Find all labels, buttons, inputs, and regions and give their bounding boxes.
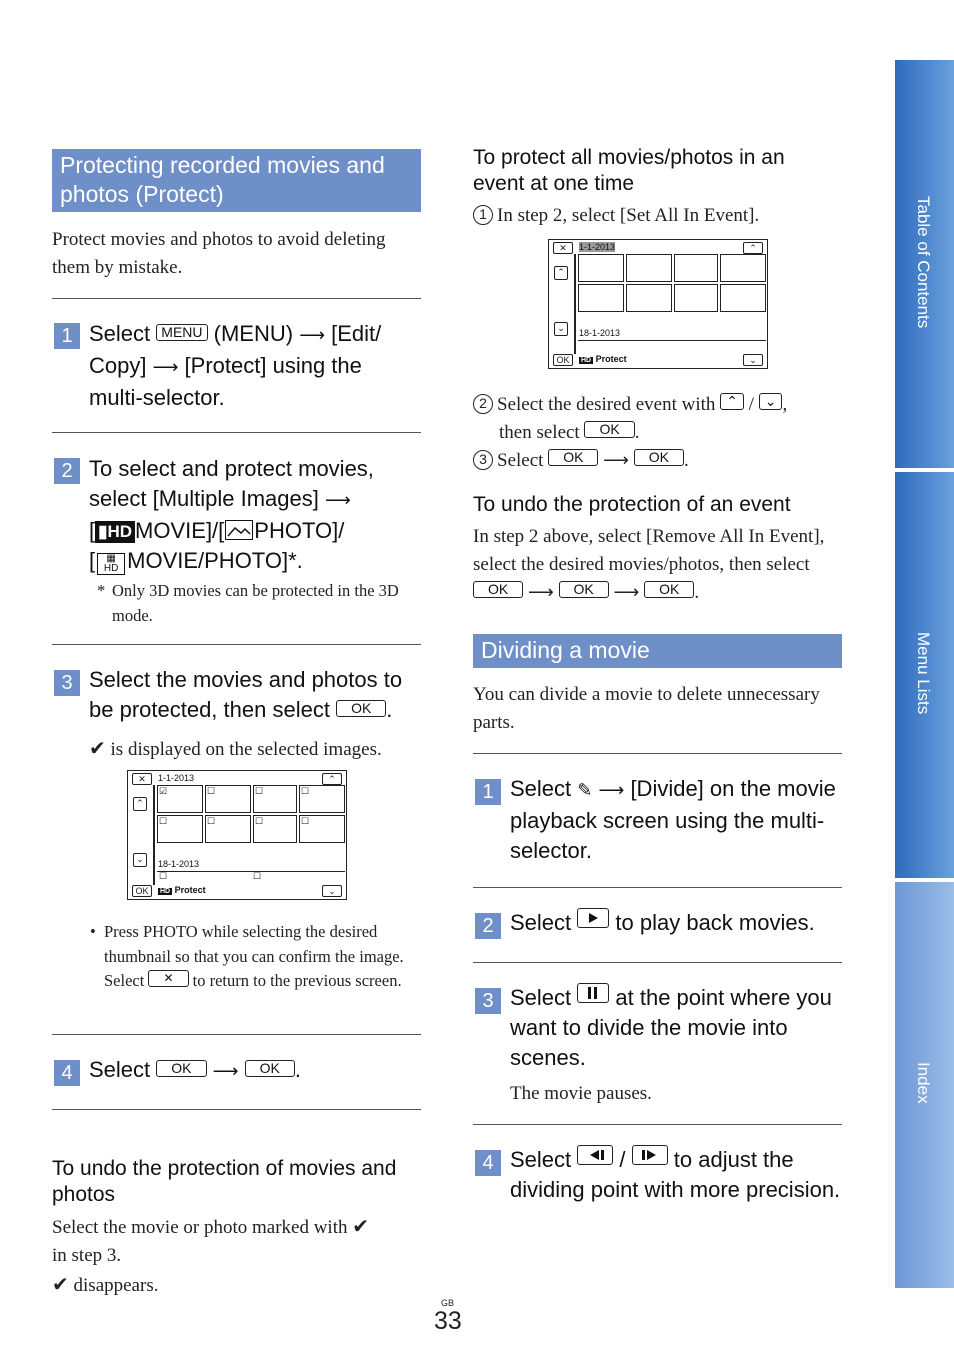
protect-all-step2: 2 Select the desired event with ⌃ / ⌄ , then select OK . xyxy=(473,391,843,447)
arrow-icon: ⟶ xyxy=(598,780,625,801)
section-banner-divide: Dividing a movie xyxy=(473,634,842,668)
arrow-icon: ⟶ xyxy=(613,582,640,603)
play-icon[interactable] xyxy=(577,908,609,928)
ok-button[interactable]: OK xyxy=(559,581,609,598)
arrow-icon: ⟶ xyxy=(603,450,629,471)
ok-button[interactable]: OK xyxy=(245,1060,295,1077)
divider xyxy=(52,1109,421,1110)
close-button[interactable]: ✕ xyxy=(148,970,188,987)
undo-event-body: In step 2 above, select [Remove All In Event], select the desired movies/photos, then select OK ⟶ OK ⟶ OK . xyxy=(473,523,843,607)
close-button[interactable]: ✕ xyxy=(553,242,573,254)
step-number: 4 xyxy=(54,1060,80,1086)
event-screen-mock xyxy=(548,239,768,369)
protect-all-heading: To protect all movies/photos in an event at one time xyxy=(473,146,785,195)
step-1-text: Select MENU (MENU) ⟶ [Edit/ Copy] ⟶ [Protect] using the multi-selector. xyxy=(89,321,382,410)
up-button[interactable]: ⌃ xyxy=(720,393,744,410)
arrow-icon: ⟶ xyxy=(152,357,179,378)
protect-all-step3: 3 Select OK ⟶ OK . xyxy=(473,447,843,475)
scroll-down-button[interactable]: ⌄ xyxy=(322,885,342,897)
thumbnail[interactable] xyxy=(720,284,766,312)
undo-heading: To undo the protection of movies and photos xyxy=(52,1157,397,1206)
thumbnail-screen-mock xyxy=(127,770,347,900)
ok-button[interactable]: OK xyxy=(644,581,694,598)
step-forward-icon[interactable] xyxy=(632,1145,668,1165)
divide-step-1-text: Select ✎ ⟶ [Divide] on the movie playback screen using the multi-selector. xyxy=(510,776,836,863)
divider xyxy=(52,432,421,433)
divider xyxy=(52,644,421,645)
protect-intro: Protect movies and photos to avoid deleting them by mistake. xyxy=(52,229,386,278)
event-date: 1-1-2013 xyxy=(158,773,195,783)
down-button[interactable]: ⌄ xyxy=(759,393,783,410)
thumbnail[interactable] xyxy=(626,284,672,312)
thumbnail[interactable] xyxy=(578,254,624,282)
undo-event-heading: To undo the protection of an event xyxy=(473,493,791,516)
step-number: 2 xyxy=(54,458,80,484)
thumbnail[interactable]: ☐ xyxy=(253,815,297,843)
divide-step-3-text: Select at the point where you want to divide the movie into scenes. xyxy=(510,985,832,1070)
divide-step-2-text: Select to play back movies. xyxy=(510,910,815,935)
step-number: 3 xyxy=(54,670,80,696)
ok-button[interactable]: OK xyxy=(473,581,523,598)
page-number: 33 xyxy=(434,1307,462,1335)
ok-button[interactable]: OK xyxy=(156,1060,206,1077)
thumbnail[interactable] xyxy=(578,284,624,312)
step-number: 2 xyxy=(475,913,501,939)
scroll-up-button[interactable]: ⌃ xyxy=(743,242,763,254)
divider xyxy=(52,1034,421,1035)
arrow-icon: ⟶ xyxy=(527,582,554,603)
ok-button[interactable]: OK xyxy=(548,449,598,466)
event-date: 1-1-2013 xyxy=(579,242,616,252)
divider xyxy=(473,887,842,888)
divider xyxy=(473,753,842,754)
bullet-icon: • xyxy=(90,922,96,941)
divide-intro: You can divide a movie to delete unnecessary parts. xyxy=(473,684,820,733)
arrow-icon: ⟶ xyxy=(212,1061,239,1082)
divider xyxy=(473,1124,842,1125)
event-date: 18-1-2013 xyxy=(579,328,621,338)
mode-label: HD Protect xyxy=(160,885,206,895)
edit-icon: ✎ xyxy=(577,780,593,801)
ok-button[interactable]: OK xyxy=(336,700,386,717)
checkmark-icon: ✔ xyxy=(352,1214,369,1238)
thumbnail[interactable]: ☐ xyxy=(253,785,297,813)
footnote-mark: * xyxy=(97,581,106,600)
tab-index[interactable]: Index xyxy=(895,882,954,1288)
protect-all-step1: 1 In step 2, select [Set All In Event]. xyxy=(473,202,843,230)
photo-icon xyxy=(225,520,253,540)
thumbnail[interactable]: ☐ xyxy=(157,815,203,843)
divider xyxy=(473,962,842,963)
prev-event-button[interactable]: ⌃ xyxy=(554,266,568,280)
step-circle: 3 xyxy=(473,450,493,470)
undo-body: Select the movie or photo marked with ✔ in step 3. ✔ disappears. xyxy=(52,1214,369,1296)
arrow-icon: ⟶ xyxy=(325,490,351,511)
step-2-footnote: Only 3D movies can be protected in the 3D mode. xyxy=(112,581,399,625)
event-date: 18-1-2013 xyxy=(158,859,200,869)
divide-step-3-note: The movie pauses. xyxy=(510,1083,652,1104)
step-3-bullet: Press PHOTO while selecting the desired thumbnail so that you can confirm the image. Select ✕ to return to the previous screen. xyxy=(104,922,404,990)
hd-movie-icon: ▮HD xyxy=(95,521,135,543)
thumbnail[interactable]: ☐ xyxy=(299,815,345,843)
scroll-down-button[interactable]: ⌄ xyxy=(743,354,763,366)
thumbnail-checkbox: ☐ xyxy=(253,871,262,881)
thumbnail[interactable] xyxy=(626,254,672,282)
tab-menu-lists[interactable]: Menu Lists xyxy=(895,472,954,878)
step-circle: 2 xyxy=(473,394,493,414)
movie-photo-icon: ▦ HD xyxy=(97,553,125,575)
step-number: 4 xyxy=(475,1150,501,1176)
step-number: 3 xyxy=(475,988,501,1014)
ok-button[interactable]: OK xyxy=(634,449,684,466)
ok-button[interactable]: OK xyxy=(553,354,573,366)
prev-event-button[interactable]: ⌃ xyxy=(133,797,147,811)
step-circle: 1 xyxy=(473,205,493,225)
step-back-icon[interactable] xyxy=(577,1145,613,1165)
thumbnail[interactable]: ☐ xyxy=(299,785,345,813)
step-number: 1 xyxy=(54,323,80,349)
thumbnail[interactable] xyxy=(674,254,718,282)
mode-label: HD Protect xyxy=(581,354,627,364)
section-banner-protect: Protecting recorded movies and photos (Protect) xyxy=(52,149,421,212)
thumbnail[interactable] xyxy=(674,284,718,312)
thumbnail[interactable]: ☐ xyxy=(205,785,251,813)
pause-icon[interactable] xyxy=(577,983,609,1003)
thumbnail[interactable]: ☑ xyxy=(157,785,203,813)
menu-button[interactable]: MENU xyxy=(156,324,207,341)
thumbnail-checkbox: ☐ xyxy=(159,871,168,881)
ok-button[interactable]: OK xyxy=(584,421,634,438)
arrow-icon: ⟶ xyxy=(299,325,326,346)
step-3-text: Select the movies and photos to be protected, then select OK . xyxy=(89,667,403,722)
checkmark-icon: ✔ xyxy=(89,736,106,760)
thumbnail[interactable]: ☐ xyxy=(205,815,251,843)
tab-table-of-contents[interactable]: Table of Contents xyxy=(895,60,954,468)
next-event-button[interactable]: ⌄ xyxy=(133,853,147,867)
scroll-up-button[interactable]: ⌃ xyxy=(322,773,342,785)
thumbnail[interactable] xyxy=(720,254,766,282)
next-event-button[interactable]: ⌄ xyxy=(554,322,568,336)
step-2-text: To select and protect movies, select [Multiple Images] ⟶ [ ▮HD MOVIE]/[ PHOTO]/ [ ▦ HD MOVIE/PHOTO]*. xyxy=(89,456,374,574)
step-4-text: Select OK ⟶ OK . xyxy=(89,1055,419,1087)
region-label: GB xyxy=(441,1298,455,1308)
divide-step-4-text: Select / to adjust the dividing point with more precision. xyxy=(510,1147,841,1202)
divider xyxy=(52,298,421,299)
step-number: 1 xyxy=(475,779,501,805)
ok-button[interactable]: OK xyxy=(132,885,152,897)
check-note: ✔ is displayed on the selected images. xyxy=(89,736,382,760)
checkmark-icon: ✔ xyxy=(52,1272,69,1296)
close-button[interactable]: ✕ xyxy=(132,773,152,785)
